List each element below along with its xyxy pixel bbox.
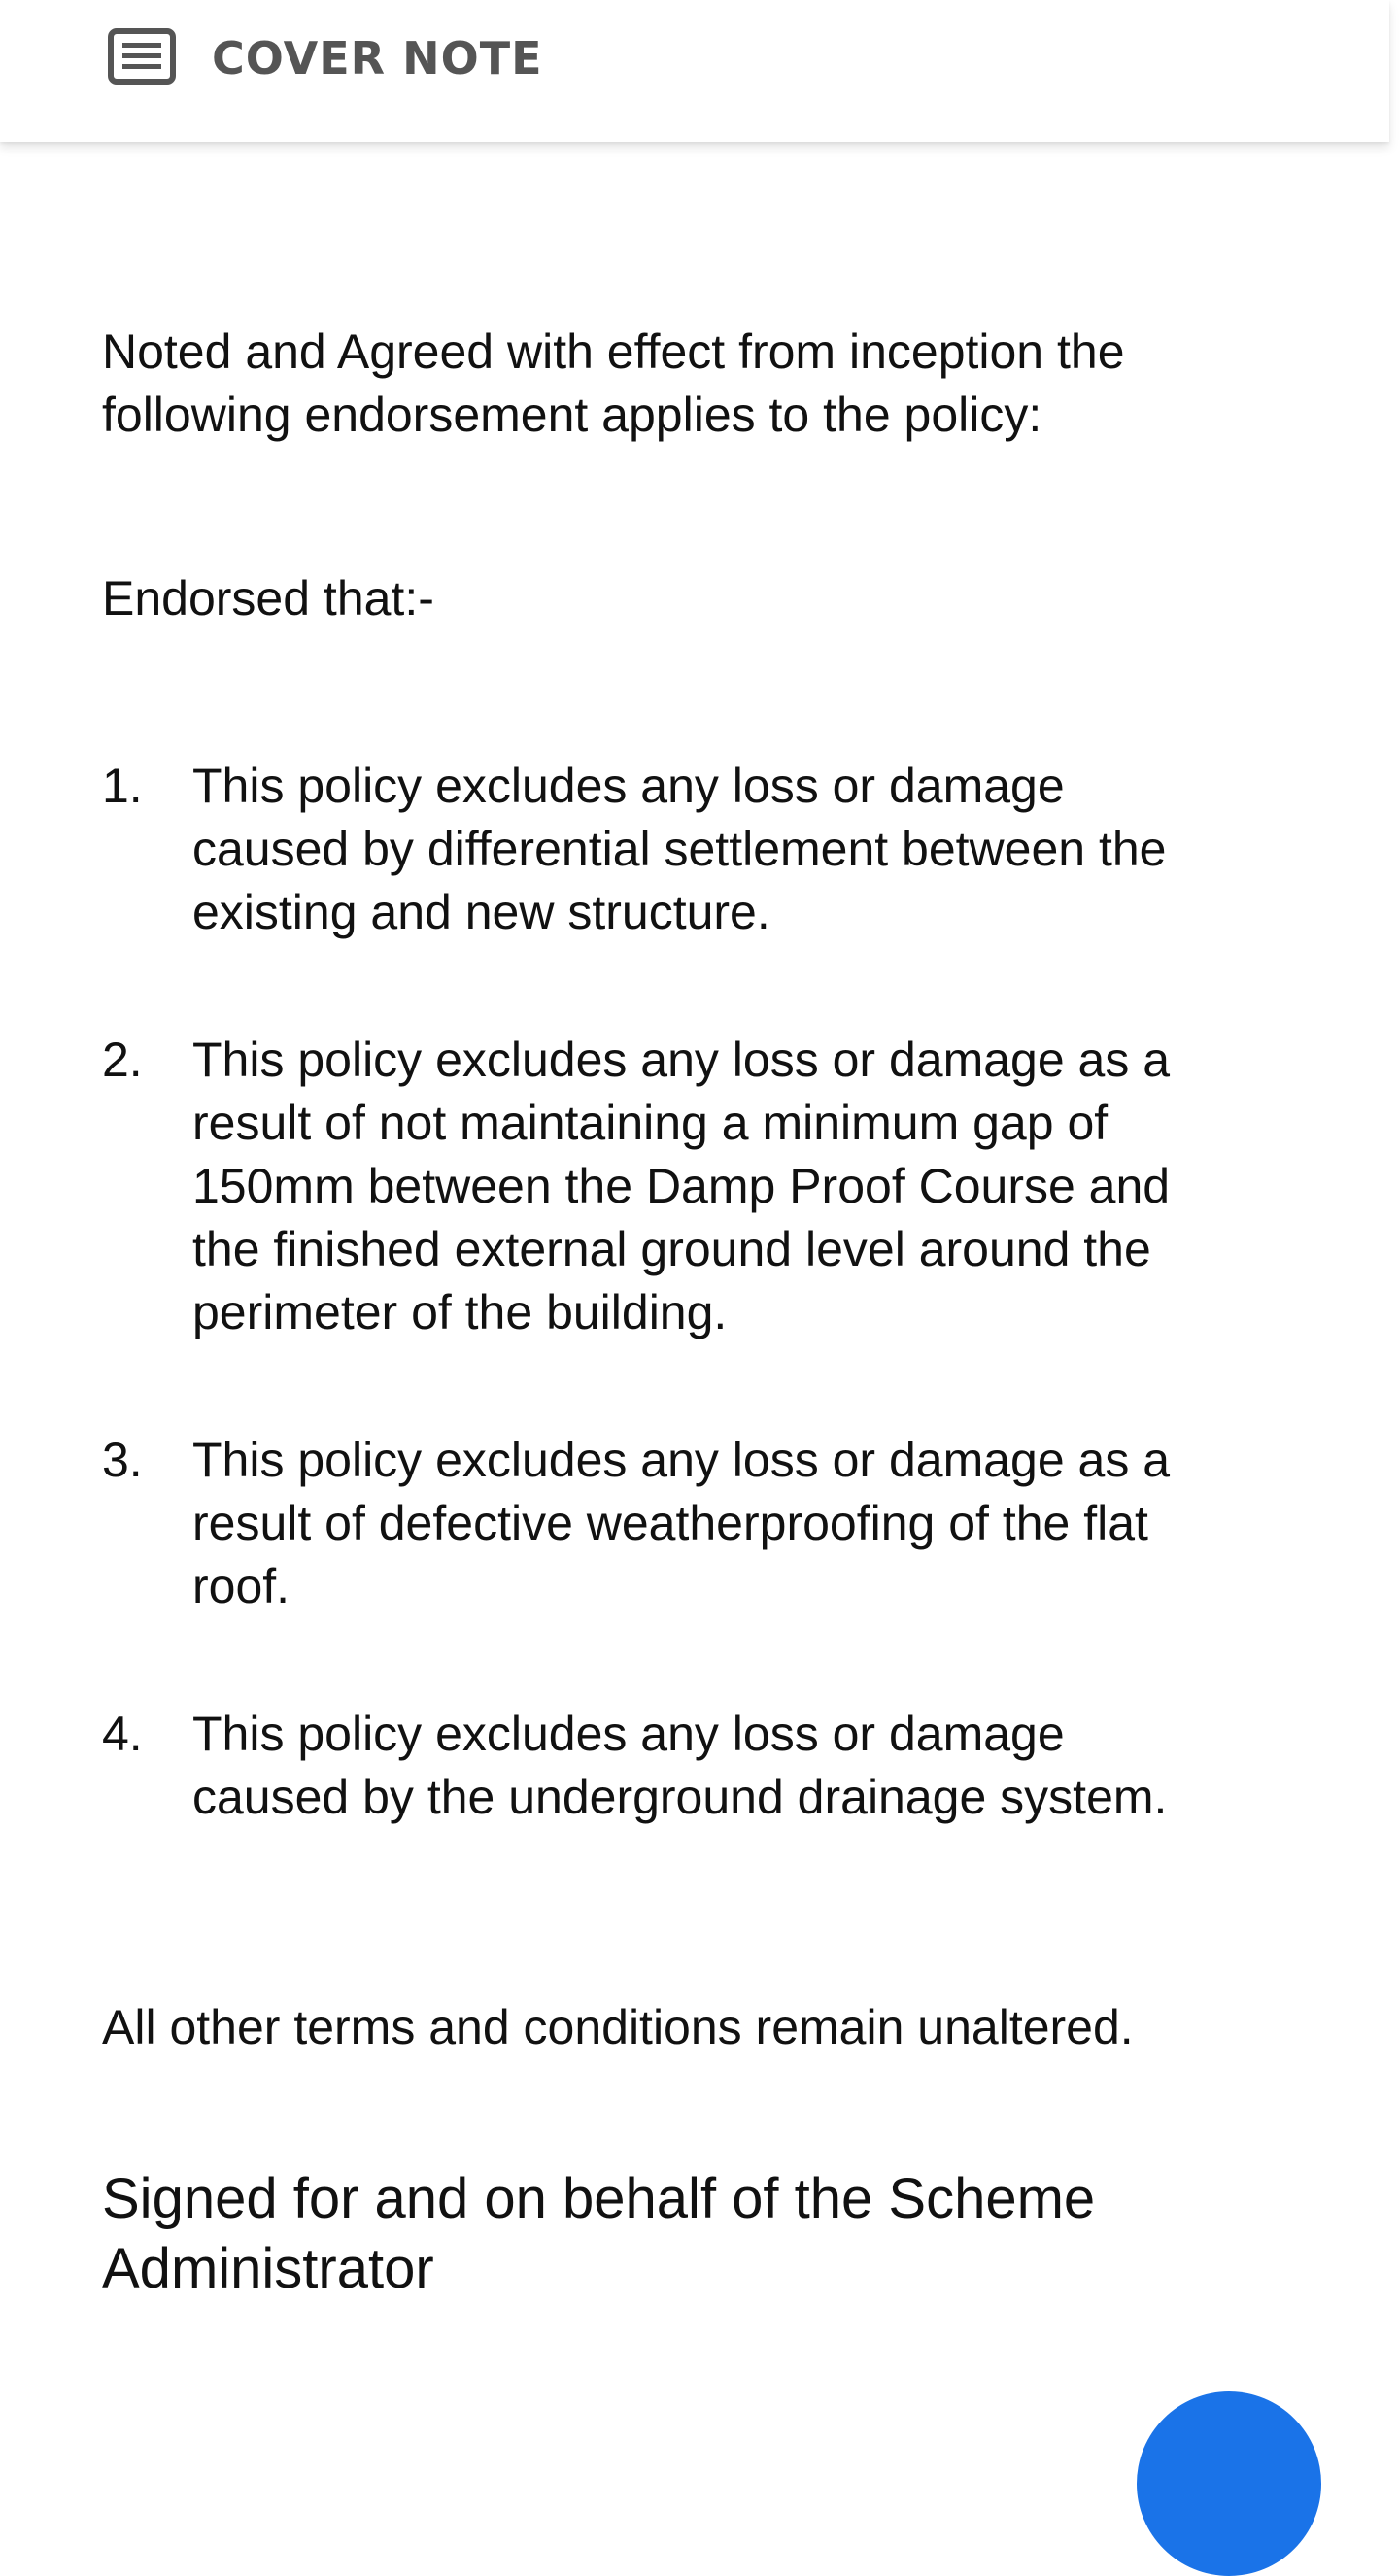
floating-action-button[interactable] bbox=[1137, 2391, 1321, 2576]
clause-number: 4. bbox=[102, 1707, 143, 1761]
clause-number: 2. bbox=[102, 1033, 143, 1087]
list-item bbox=[102, 1703, 1219, 1829]
signature-line: Signed for and on behalf of the Scheme Administrator bbox=[102, 2167, 1096, 2300]
list-item bbox=[102, 755, 1219, 944]
clause-number: 3. bbox=[102, 1433, 143, 1487]
clause-text: This policy excludes any loss or damage caused by the underground drainage system. bbox=[192, 1707, 1168, 1824]
intro-paragraph: Noted and Agreed with effect from inception the following endorsement applies to the policy: bbox=[102, 324, 1125, 442]
clause-text: This policy excludes any loss or damage as a result of not maintaining a minimum gap of 150mm between the Damp Proof Course and the finished external ground level around the perimeter of the building. bbox=[192, 1033, 1171, 1339]
clause-text: This policy excludes any loss or damage as a result of defective weatherproofing of the flat roof. bbox=[192, 1433, 1171, 1613]
list-item bbox=[102, 1029, 1219, 1344]
exclusion-list bbox=[102, 755, 1219, 1829]
clause-text: This policy excludes any loss or damage caused by differential settlement between the existing and new structure. bbox=[192, 759, 1167, 939]
list-item bbox=[102, 1429, 1219, 1618]
endorsed-heading: Endorsed that:- bbox=[102, 571, 434, 626]
cover-note-body bbox=[102, 321, 1219, 2304]
clause-number: 1. bbox=[102, 759, 143, 813]
app-bar bbox=[0, 0, 1389, 142]
page-title: COVER NOTE bbox=[212, 32, 543, 85]
document-icon[interactable] bbox=[107, 27, 177, 85]
closing-paragraph: All other terms and conditions remain unaltered. bbox=[102, 2000, 1134, 2054]
